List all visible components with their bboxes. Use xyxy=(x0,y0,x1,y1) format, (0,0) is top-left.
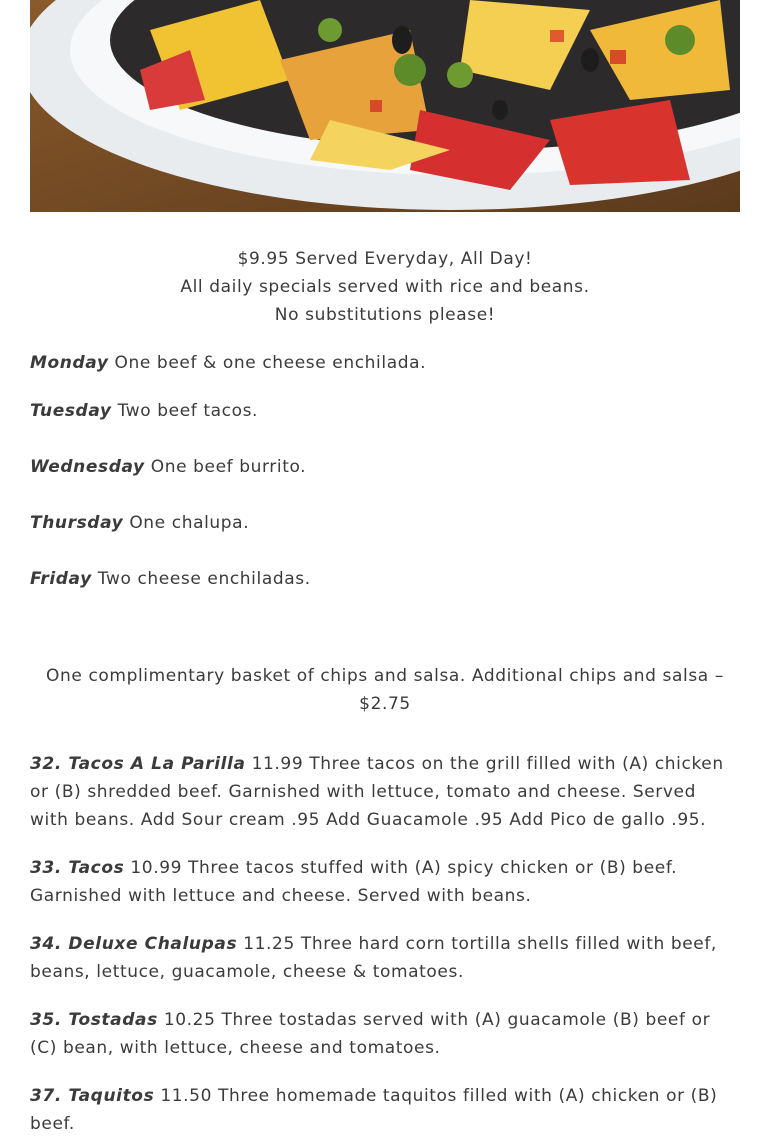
item-name: 34. Deluxe Chalupas xyxy=(30,934,238,954)
menu-item-37 xyxy=(30,1082,740,1138)
menu-item-34 xyxy=(30,930,740,986)
special-monday xyxy=(30,349,740,377)
item-desc: 10.99 Three tacos stuffed with (A) spicy chicken or (B) beef. Garnished with lettuce and cheese. Served with beans. xyxy=(30,858,678,906)
special-thursday xyxy=(30,509,740,537)
item-name: 33. Tacos xyxy=(30,858,125,878)
day-name: Tuesday xyxy=(30,401,112,421)
day-name: Friday xyxy=(30,569,92,589)
menu-item-32 xyxy=(30,750,740,834)
item-name: 32. Tacos A La Parilla xyxy=(30,754,246,774)
item-name: 35. Tostadas xyxy=(30,1010,158,1030)
day-name: Thursday xyxy=(30,513,124,533)
special-wednesday xyxy=(30,453,740,481)
day-name: Wednesday xyxy=(30,457,145,477)
nachos-photo xyxy=(30,0,740,212)
day-desc: One beef & one cheese enchilada. xyxy=(114,353,427,373)
specials-intro xyxy=(30,245,740,329)
special-friday xyxy=(30,565,740,593)
item-desc: 11.25 Three hard corn tortilla shells filled with beef, beans, lettuce, guacamole, cheese & tomatoes. xyxy=(30,934,717,982)
special-tuesday xyxy=(30,397,740,425)
item-desc: 10.25 Three tostadas served with (A) guacamole (B) beef or (C) bean, with lettuce, cheese and tomatoes. xyxy=(30,1010,711,1058)
menu-item-33 xyxy=(30,854,740,910)
rice-beans-line: All daily specials served with rice and beans. xyxy=(180,277,590,297)
day-desc: Two beef tacos. xyxy=(117,401,259,421)
price-line: $9.95 Served Everyday, All Day! xyxy=(237,249,533,269)
day-name: Monday xyxy=(30,353,109,373)
item-desc: 11.99 Three tacos on the grill filled with (A) chicken or (B) shredded beef. Garnished with lettuce, tomato and cheese. Served with beans. Add Sour cream .95 Add Guacamole .95 Add Pico de gallo .95. xyxy=(30,754,724,830)
menu-item-35 xyxy=(30,1006,740,1062)
chips-note: One complimentary basket of chips and salsa. Additional chips and salsa – $2.75 xyxy=(46,666,724,714)
item-desc: 11.50 Three homemade taquitos filled with (A) chicken or (B) beef. xyxy=(30,1086,718,1134)
day-desc: One chalupa. xyxy=(129,513,250,533)
no-substitutions-line: No substitutions please! xyxy=(274,305,496,325)
day-desc: One beef burrito. xyxy=(150,457,307,477)
day-desc: Two cheese enchiladas. xyxy=(97,569,311,589)
nachos-photo-icon xyxy=(30,0,740,212)
item-name: 37. Taquitos xyxy=(30,1086,155,1106)
